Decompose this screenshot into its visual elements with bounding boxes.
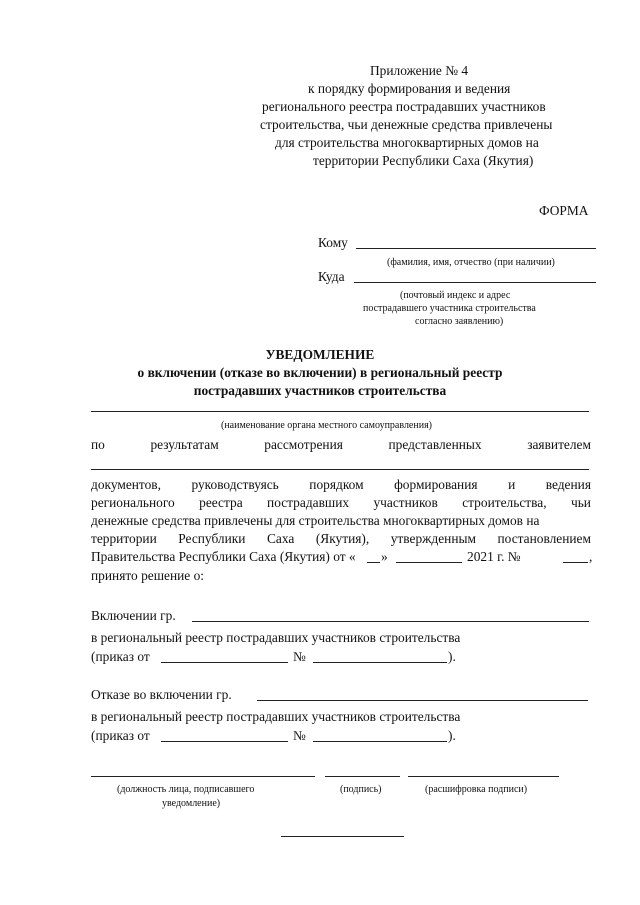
position-field-line[interactable] <box>91 776 315 777</box>
refusal-order-open: (приказ от <box>91 728 150 743</box>
bottom-separator <box>281 836 404 837</box>
refusal-order-number-field[interactable] <box>313 741 447 742</box>
body-line-1 <box>91 436 591 454</box>
word: порядком <box>309 477 364 492</box>
refusal-name-field[interactable] <box>257 700 588 701</box>
date-month-field[interactable] <box>396 562 462 563</box>
word: утвержденным <box>390 531 476 546</box>
inclusion-order-number-field[interactable] <box>313 662 447 663</box>
refusal-order-date-field[interactable] <box>161 741 288 742</box>
appendix-line-5: для строительства многоквартирных домов на <box>275 135 539 150</box>
body-line-7: принято решение о: <box>91 568 205 583</box>
word: рассмотрения <box>264 437 343 452</box>
body-line-5 <box>91 530 591 548</box>
word: формирования <box>394 477 478 492</box>
applicant-field-line[interactable] <box>91 469 589 470</box>
refusal-label: Отказе во включении гр. <box>91 687 232 702</box>
word: Саха <box>266 531 295 546</box>
refusal-order-close: ). <box>448 728 456 743</box>
title-line-2: о включении (отказе во включении) в региональный реестр <box>137 365 503 380</box>
refusal-line-2: в региональный реестр пострадавших участников строительства <box>91 709 461 724</box>
where-hint-2: пострадавшего участника строительства <box>363 303 536 314</box>
inclusion-line-2: в региональный реестр пострадавших участников строительства <box>91 630 461 645</box>
inclusion-label: Включении гр. <box>91 608 176 623</box>
word: (Якутия), <box>315 531 370 546</box>
body-line-6-start: Правительства Республики Саха (Якутия) от « <box>91 549 356 564</box>
where-hint-1: (почтовый индекс и адрес <box>400 290 511 301</box>
body-line-6-quote: » <box>381 549 388 564</box>
body-line-2 <box>91 476 591 494</box>
where-field-line[interactable] <box>354 282 596 283</box>
appendix-line-3: регионального реестра пострадавших участников <box>262 99 546 114</box>
word: результатам <box>150 437 219 452</box>
body-line-4: денежные средства привлечены для строительства многоквартирных домов на <box>91 513 540 528</box>
inclusion-order-date-field[interactable] <box>161 662 288 663</box>
position-hint-2: уведомление) <box>162 798 221 809</box>
position-hint-1: (должность лица, подписавшего <box>117 784 255 795</box>
inclusion-number-sign: № <box>293 649 306 664</box>
title-line-3: пострадавших участников строительства <box>193 383 447 398</box>
inclusion-order-open: (приказ от <box>91 649 150 664</box>
authority-field-line[interactable] <box>91 411 589 412</box>
word: и <box>508 477 516 492</box>
word: территории <box>91 531 157 546</box>
inclusion-name-field[interactable] <box>192 621 589 622</box>
word: руководствуясь <box>191 477 279 492</box>
word: представленных <box>388 437 482 452</box>
word: регионального <box>91 495 175 510</box>
to-field-line[interactable] <box>356 248 596 249</box>
word: ведения <box>545 477 591 492</box>
signature-field-line[interactable] <box>325 776 400 777</box>
body-line-6-end: , <box>589 549 593 564</box>
signature-hint: (подпись) <box>340 784 382 795</box>
where-hint-3: согласно заявлению) <box>415 316 504 327</box>
authority-hint: (наименование органа местного самоуправления) <box>221 420 433 431</box>
decode-hint: (расшифровка подписи) <box>425 784 528 795</box>
where-label: Куда <box>318 269 345 284</box>
appendix-line-4: строительства, чьи денежные средства привлечены <box>260 117 553 132</box>
word: по <box>91 437 105 452</box>
word: реестра <box>199 495 243 510</box>
word: документов, <box>91 477 161 492</box>
body-line-3 <box>91 494 591 512</box>
word: строительства, <box>462 495 547 510</box>
word: Республики <box>178 531 246 546</box>
inclusion-order-close: ). <box>448 649 456 664</box>
word: заявителем <box>527 437 591 452</box>
appendix-line-6: территории Республики Саха (Якутия) <box>313 153 534 168</box>
appendix-line-2: к порядку формирования и ведения <box>308 81 511 96</box>
date-day-field[interactable] <box>367 562 380 563</box>
title-line-1: УВЕДОМЛЕНИЕ <box>265 347 375 362</box>
resolution-number-field[interactable] <box>563 562 588 563</box>
to-hint: (фамилия, имя, отчество (при наличии) <box>387 257 555 268</box>
body-line-6-year: 2021 г. № <box>467 549 521 564</box>
word: пострадавших <box>267 495 350 510</box>
word: участников <box>373 495 438 510</box>
word: постановлением <box>497 531 591 546</box>
word: чьи <box>570 495 591 510</box>
refusal-number-sign: № <box>293 728 306 743</box>
appendix-line-1: Приложение № 4 <box>370 63 469 78</box>
form-label: ФОРМА <box>539 203 589 218</box>
signature-decode-field-line[interactable] <box>408 776 559 777</box>
to-label: Кому <box>318 235 348 250</box>
